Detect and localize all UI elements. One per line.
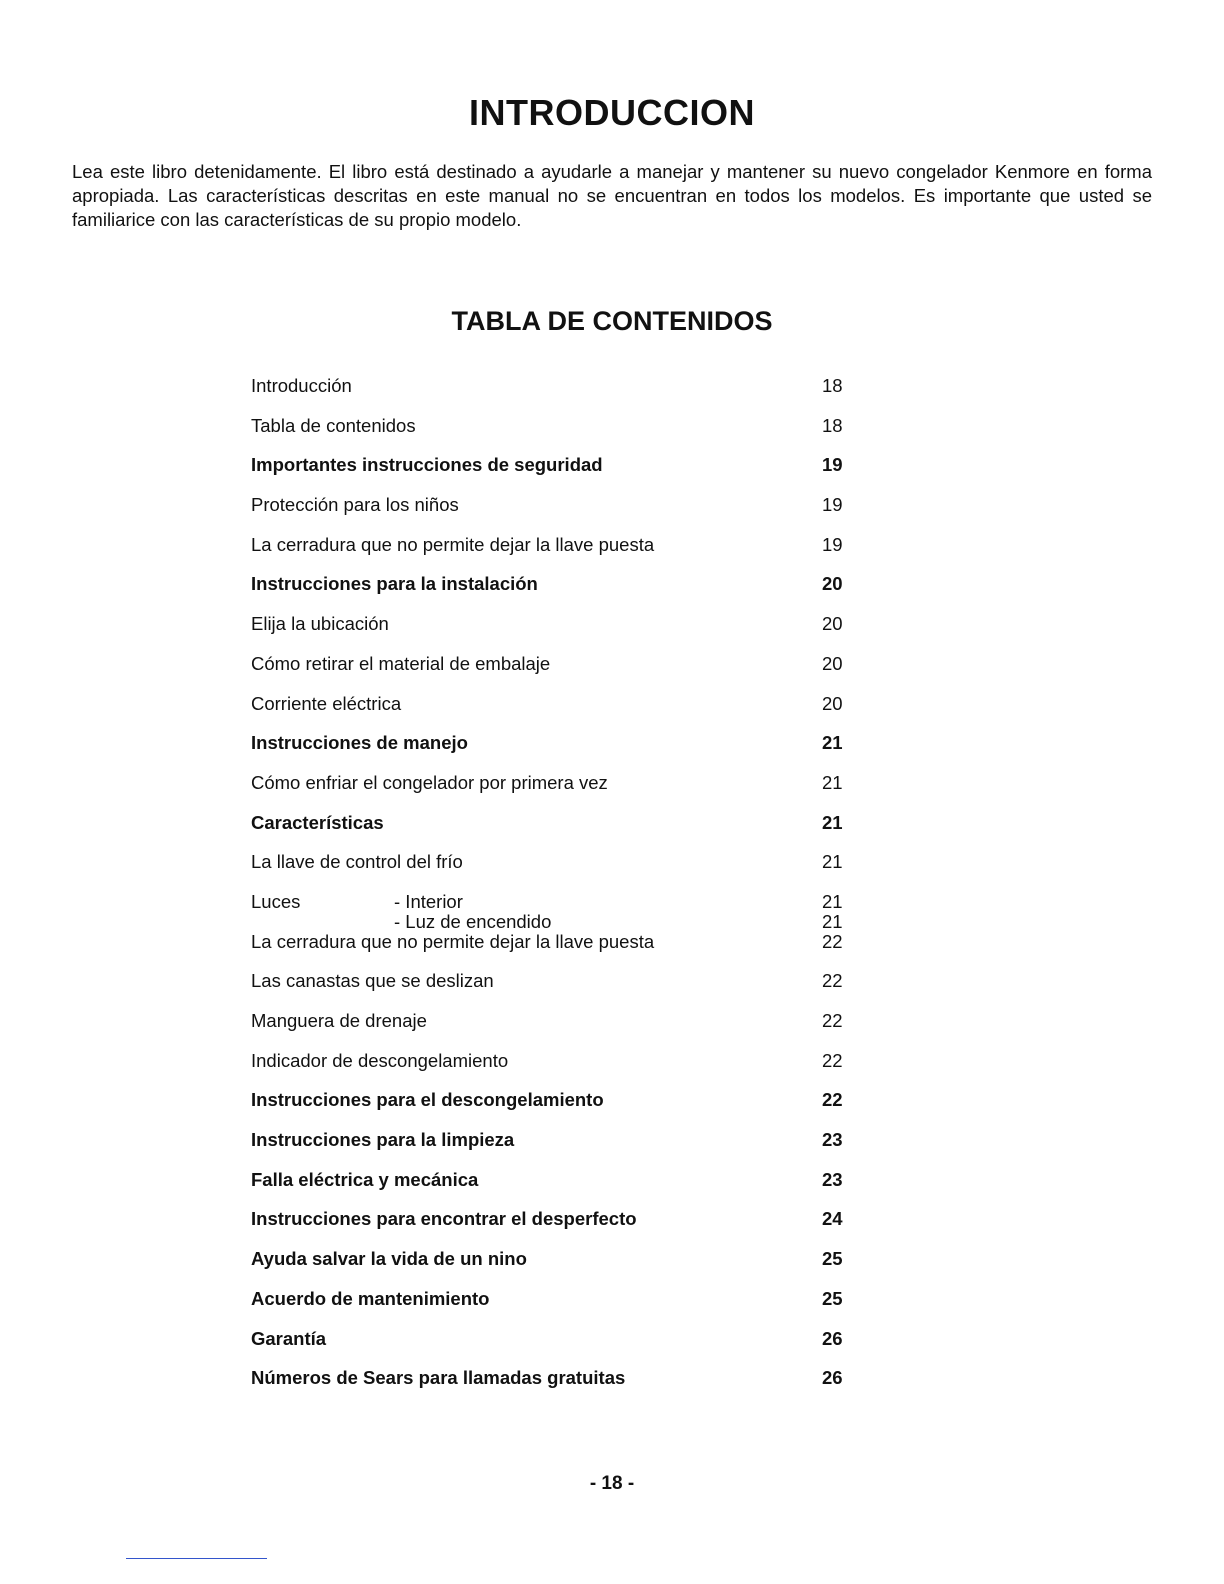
- toc-entry-page: 20: [822, 613, 843, 635]
- toc-entry-page: 22: [822, 1089, 843, 1111]
- toc-entry-embalaje: [251, 650, 851, 690]
- toc-entry-page: 25: [822, 1287, 843, 1309]
- toc-entry-label: Instrucciones para encontrar el desperfecto: [251, 1208, 637, 1230]
- toc-entry-page: 19: [822, 454, 843, 476]
- toc-section-numeros-sears: [251, 1364, 851, 1404]
- toc-subentry-page: 21: [822, 890, 843, 912]
- toc-entry-page: 26: [822, 1327, 843, 1349]
- toc-entry-label: Luces: [251, 890, 301, 912]
- toc-entry-page: 20: [822, 652, 843, 674]
- toc-entry-page: 21: [822, 811, 843, 833]
- toc-entry-proteccion-ninos: [251, 491, 851, 531]
- toc-entry-label: Ayuda salvar la vida de un nino: [251, 1248, 527, 1270]
- toc-entry-page: 18: [822, 375, 843, 396]
- toc-entry-page: 22: [822, 1049, 843, 1071]
- footer-divider: [126, 1558, 267, 1559]
- toc-entry-canastas: [251, 967, 851, 1007]
- toc-entry-label: Características: [251, 811, 384, 833]
- toc-entry-llave-control: [251, 848, 851, 888]
- toc-entry-page: 21: [822, 771, 843, 793]
- toc-entry-label: Manguera de drenaje: [251, 1010, 427, 1031]
- toc-entry-label: Importantes instrucciones de seguridad: [251, 454, 603, 476]
- toc-entry-label: Las canastas que se deslizan: [251, 970, 494, 992]
- toc-entry-corriente: [251, 690, 851, 730]
- toc-entry-page: 26: [822, 1367, 843, 1389]
- toc-entry-introduccion: [251, 372, 851, 412]
- toc-entry-label: Falla eléctrica y mecánica: [251, 1168, 479, 1190]
- toc-subentries: [394, 892, 551, 932]
- toc-entry-label: Introducción: [251, 375, 352, 396]
- toc-entry-cerradura: [251, 531, 851, 571]
- toc-entry-label: Instrucciones para el descongelamiento: [251, 1089, 604, 1111]
- toc-entry-label: Cómo enfriar el congelador por primera vez: [251, 771, 608, 793]
- toc-entry-label: Acuerdo de mantenimiento: [251, 1287, 490, 1309]
- toc-entry-label: Instrucciones de manejo: [251, 732, 468, 754]
- toc-section-manejo: [251, 729, 851, 769]
- toc-entry-page: 18: [822, 414, 843, 436]
- toc-entry-page: 20: [822, 573, 843, 595]
- toc-subentry-label: - Interior: [394, 890, 463, 912]
- toc-entry-page: 23: [822, 1129, 843, 1151]
- intro-paragraph: Lea este libro detenidamente. El libro está destinado a ayudarle a manejar y mantener su nuevo congelador Kenmore en forma apropiada. Las características descritas en este manual no se encuentran en todos los modelos. Es importante que usted se familiarice con las características de su propio modelo.: [72, 161, 1152, 230]
- toc-entry-label: Tabla de contenidos: [251, 414, 416, 436]
- toc-section-ayuda: [251, 1245, 851, 1285]
- toc-section-desperfecto: [251, 1205, 851, 1245]
- table-of-contents: [251, 372, 851, 1404]
- toc-title: TABLA DE CONTENIDOS: [451, 306, 773, 336]
- toc-entry-label: Protección para los niños: [251, 494, 459, 516]
- toc-entry-label: La llave de control del frío: [251, 851, 463, 873]
- toc-entry-label: Elija la ubicación: [251, 613, 389, 635]
- toc-section-instalacion: [251, 570, 851, 610]
- toc-entry-luces: [251, 888, 851, 932]
- toc-section-limpieza: [251, 1126, 851, 1166]
- toc-entry-label: Corriente eléctrica: [251, 692, 402, 714]
- toc-entry-page: 25: [822, 1248, 843, 1270]
- toc-entry-label: Garantía: [251, 1327, 327, 1349]
- toc-section-falla: [251, 1166, 851, 1206]
- toc-section-descongelamiento: [251, 1086, 851, 1126]
- page-number: - 18 -: [589, 1473, 635, 1494]
- toc-entry-label: La cerradura que no permite dejar la llave puesta: [251, 930, 655, 952]
- toc-entry-page: 23: [822, 1168, 843, 1190]
- toc-entry-indicador: [251, 1047, 851, 1087]
- toc-entry-manguera: [251, 1007, 851, 1047]
- toc-subentry-page: 21: [822, 910, 843, 932]
- toc-entry-cerradura-2: [251, 928, 851, 968]
- toc-subentry-label: - Luz de encendido: [394, 910, 552, 932]
- toc-entry-label: Instrucciones para la limpieza: [251, 1129, 515, 1151]
- toc-entry-page: 22: [822, 930, 843, 952]
- toc-entry-page: 21: [822, 851, 843, 873]
- toc-section-garantia: [251, 1325, 851, 1365]
- toc-entry-ubicacion: [251, 610, 851, 650]
- toc-entry-page: 20: [822, 692, 843, 714]
- toc-entry-enfriar: [251, 769, 851, 809]
- toc-entry-label: La cerradura que no permite dejar la llave puesta: [251, 533, 655, 555]
- toc-entry-page: 22: [822, 970, 843, 992]
- toc-entry-page: 24: [822, 1208, 843, 1230]
- toc-entry-page: 22: [822, 1010, 843, 1031]
- toc-section-caracteristicas: [251, 809, 851, 849]
- toc-entry-label: Cómo retirar el material de embalaje: [251, 652, 551, 674]
- toc-entry-label: Indicador de descongelamiento: [251, 1049, 509, 1071]
- page-title: INTRODUCCION: [469, 92, 755, 133]
- toc-entry-page: 19: [822, 533, 843, 555]
- toc-entry-tabla-de-contenidos: [251, 412, 851, 452]
- toc-entry-label: Instrucciones para la instalación: [251, 573, 538, 595]
- toc-entry-page: 19: [822, 494, 843, 516]
- toc-section-mantenimiento: [251, 1285, 851, 1325]
- toc-section-seguridad: [251, 451, 851, 491]
- toc-entry-page: 21: [822, 732, 843, 754]
- toc-subentry-pages: [822, 892, 852, 932]
- toc-entry-label: Números de Sears para llamadas gratuitas: [251, 1367, 626, 1389]
